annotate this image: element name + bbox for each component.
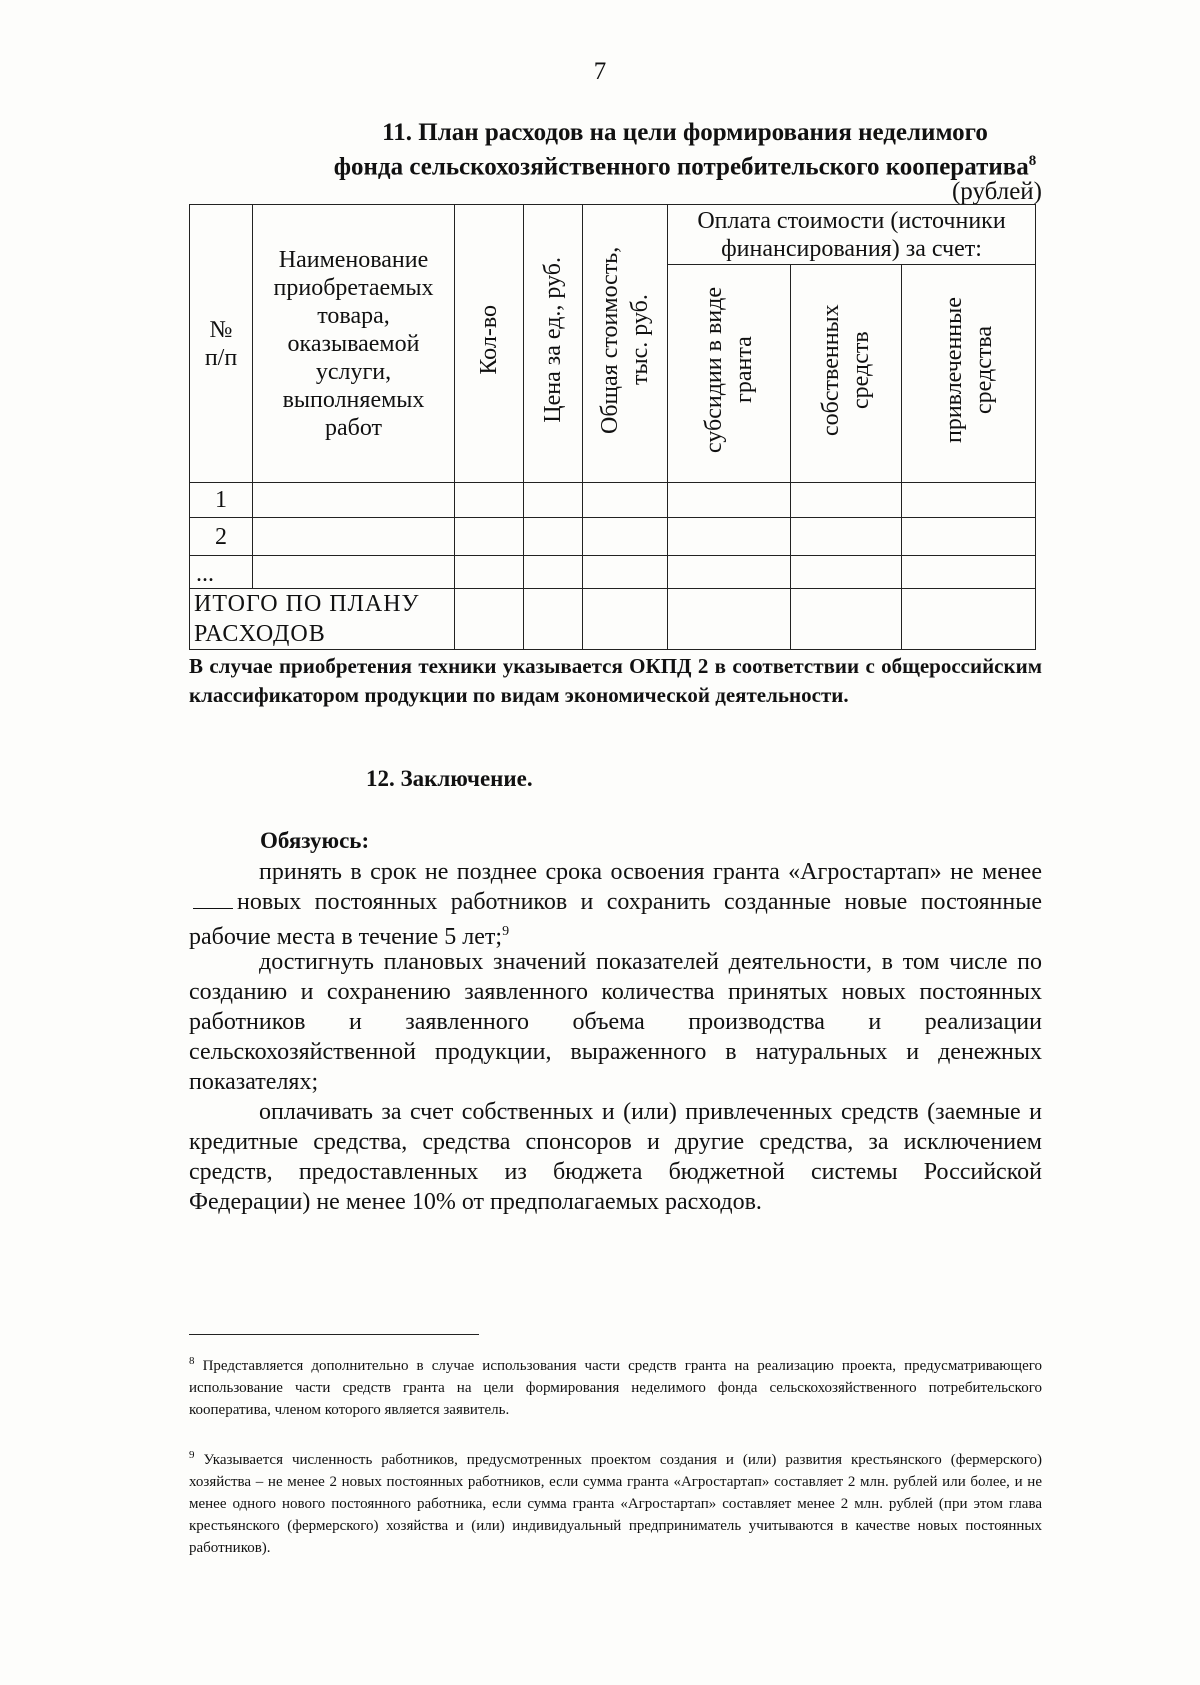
p1-end: новых постоянных работников и сохранить созданные новые постоянные рабочие места в течение 5 лет; bbox=[189, 889, 1042, 950]
total-row-label: ИТОГО ПО ПЛАНУ РАСХОДОВ bbox=[190, 589, 455, 650]
equipment-note: В случае приобретения техники указывается ОКПД 2 в соответствии с общероссийским классификатором продукции по видам экономической деятельности. bbox=[189, 654, 1042, 707]
table-row bbox=[190, 556, 1036, 589]
header-borrowed bbox=[902, 265, 1036, 483]
header-grant bbox=[668, 265, 791, 483]
header-price bbox=[524, 205, 583, 483]
table-row bbox=[190, 483, 1036, 518]
footnote-8 bbox=[189, 1350, 1042, 1421]
header-own-text: собственных средств bbox=[818, 304, 874, 436]
footnote-9-ref: 9 bbox=[189, 1449, 195, 1461]
section-11-title-text: фонда сельскохозяйственного потребительского кооператива bbox=[333, 153, 1029, 181]
oblige-heading: Обязуюсь: bbox=[260, 828, 370, 853]
header-grant-text: субсидии в виде гранта bbox=[701, 287, 757, 453]
section-11-title-line2 bbox=[200, 147, 1070, 181]
page-number: 7 bbox=[593, 58, 607, 85]
workers-count-blank bbox=[193, 888, 233, 909]
footnote-9-text: Указывается численность работников, предусмотренных проектом создания и (или) развития крестьянского (фермерского) хозяйства – не менее 2 новых постоянных работников, если сумма гранта «Агростартап» составляет 2 млн. рублей или более, и не менее одного нового постоянного работника, если сумма гранта «Агростартап» составляет менее 2 млн. рублей (при этом глава крестьянского (фермерского) хозяйства и (или) индивидуальный предприниматель учитываются в качестве новых постоянных работников). bbox=[189, 1452, 1042, 1556]
header-num: № п/п bbox=[190, 205, 253, 483]
header-qty bbox=[455, 205, 524, 483]
footnote-divider bbox=[189, 1334, 479, 1335]
header-total bbox=[583, 205, 668, 483]
table-total-row bbox=[190, 589, 1036, 650]
table-row bbox=[190, 518, 1036, 556]
footnote-9 bbox=[189, 1444, 1042, 1559]
header-price-text: Цена за ед., руб. bbox=[540, 257, 566, 423]
row-num: 2 bbox=[190, 518, 253, 556]
commitment-paragraph-2: достигнуть плановых значений показателей деятельности, в том числе по созданию и сохранению заявленного количества принятых новых постоянных работников и заявленного объема производства и реализации сельскохозяйственной продукции, выраженного в натуральных и денежных показателях; bbox=[189, 949, 1042, 1095]
section-12-title: 12. Заключение. bbox=[366, 766, 533, 791]
footnote-8-text: Представляется дополнительно в случае использования части средств гранта на реализацию проекта, предусматривающего использование части средств гранта на цели формирования неделимого фонда сельскохозяйственного потребительского кооператива, членом которого является заявитель. bbox=[189, 1358, 1043, 1418]
row-num: 1 bbox=[190, 483, 253, 518]
commitment-paragraph-1 bbox=[189, 857, 1042, 952]
commitment-paragraph-3: оплачивать за счет собственных и (или) привлеченных средств (заемные и кредитные средства, средства спонсоров и другие средства, за исключением средств, предоставленных из бюджета бюджетной системы Российской Федерации) не менее 10% от предполагаемых расходов. bbox=[189, 1099, 1042, 1215]
header-borrowed-text: привлеченные средства bbox=[940, 297, 997, 443]
table-header-row bbox=[190, 205, 1036, 265]
header-qty-text: Кол-во bbox=[476, 305, 502, 375]
footnote-ref-9: 9 bbox=[502, 924, 510, 939]
p1-start: принять в срок не позднее срока освоения гранта «Агростартап» не менее bbox=[259, 859, 1042, 885]
header-own bbox=[791, 265, 902, 483]
footnote-ref-8: 8 bbox=[1028, 153, 1037, 169]
expense-plan-table bbox=[189, 204, 1036, 650]
section-11-title-line1: 11. План расходов на цели формирования неделимого bbox=[382, 119, 988, 146]
header-funding: Оплата стоимости (источники финансирования) за счет: bbox=[668, 205, 1036, 265]
units-label: (рублей) bbox=[951, 178, 1042, 205]
header-total-text: Общая стоимость, тыс. руб. bbox=[597, 246, 653, 434]
footnote-8-ref: 8 bbox=[189, 1355, 195, 1367]
row-num: ... bbox=[190, 556, 253, 589]
header-name: Наименование приобретаемых товара, оказываемой услуги, выполняемых работ bbox=[253, 205, 455, 483]
